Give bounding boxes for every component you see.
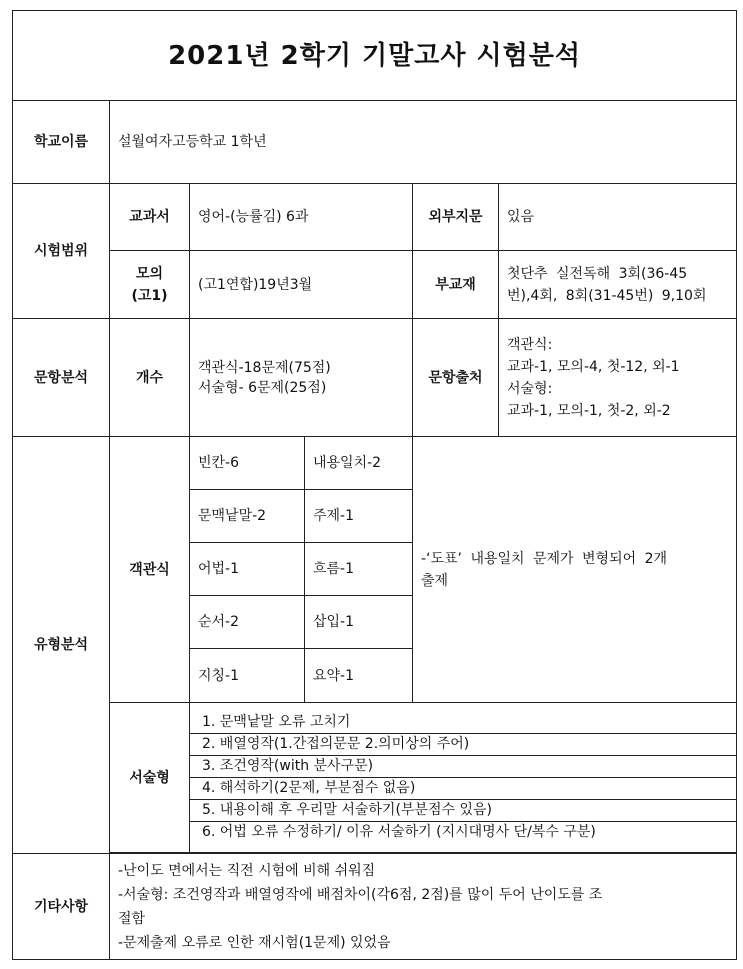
objective-label: 객관식: [110, 437, 190, 703]
count-value: [190, 319, 413, 437]
source-line-3: 서술형:: [507, 380, 553, 397]
count-line-2: 서술형- 6문제(25점): [198, 379, 327, 396]
page-title: 2021년 2학기 기말고사 시험분석: [13, 11, 737, 101]
aux-label: 부교재: [413, 251, 499, 319]
count-label: 개수: [110, 319, 190, 437]
mock-label: [110, 251, 190, 319]
mock-label-line-2: (고1): [131, 287, 168, 304]
type-cell: 어법-1: [190, 543, 305, 596]
type-cell: 흐름-1: [305, 543, 413, 596]
objective-note-line-1: -‘도표’ 내용일치 문제가 변형되어 2개: [421, 550, 667, 567]
list-item: 6. 어법 오류 수정하기/ 이유 서술하기 (지시대명사 단/복수 구분): [202, 824, 596, 840]
count-line-1: 객관식-18문제(75점): [198, 359, 331, 376]
etc-line-4: -문제출제 오류로 인한 재시험(1문제) 있었음: [118, 934, 391, 951]
type-cell: 삽입-1: [305, 596, 413, 649]
etc-line-2: -서술형: 조건영작과 배열영작에 배점차이(각6점, 2점)를 많이 두어 난이도를 조: [118, 886, 603, 903]
scope-label: 시험범위: [13, 184, 110, 319]
list-item: 2. 배열영작(1.간접의문문 2.의미상의 주어): [190, 734, 736, 756]
exam-analysis-table: [12, 10, 737, 960]
type-cell: 문맥낱말-2: [190, 490, 305, 543]
mock-label-line-1: 모의: [135, 265, 164, 282]
source-line-2: 교과-1, 모의-4, 첫-12, 외-1: [507, 358, 680, 375]
type-cell: 주제-1: [305, 490, 413, 543]
aux-value-line-1: 첫단추 실전독해 3회(36-45: [507, 265, 688, 282]
aux-value-line-2: 번),4회, 8회(31-45번) 9,10회: [507, 287, 707, 304]
list-item: 3. 조건영작(with 분사구문): [190, 756, 736, 778]
school-label: 학교이름: [13, 101, 110, 184]
analysis-label: 문항분석: [13, 319, 110, 437]
etc-line-3: 절함: [118, 910, 146, 927]
exam-analysis-sheet: [12, 10, 736, 960]
textbook-label: 교과서: [110, 184, 190, 251]
type-cell: 순서-2: [190, 596, 305, 649]
objective-note: [413, 437, 737, 703]
source-label: 문항출처: [413, 319, 499, 437]
type-cell: 지칭-1: [190, 649, 305, 703]
source-value: [499, 319, 737, 437]
aux-value: [499, 251, 737, 319]
mock-value: (고1연합)19년3월: [190, 251, 413, 319]
list-item: 1. 문맥낱말 오류 고치기: [190, 712, 736, 734]
subjective-label: 서술형: [110, 703, 190, 853]
source-line-1: 객관식:: [507, 336, 553, 353]
type-cell: 빈칸-6: [190, 437, 305, 490]
textbook-value: 영어-(능률김) 6과: [190, 184, 413, 251]
type-cell: 내용일치-2: [305, 437, 413, 490]
list-item: 5. 내용이해 후 우리말 서술하기(부분점수 있음): [190, 800, 736, 822]
external-label: 외부지문: [413, 184, 499, 251]
objective-note-line-2: 출제: [421, 572, 449, 589]
school-value: 설월여자고등학교 1학년: [110, 101, 737, 184]
external-value: 있음: [499, 184, 737, 251]
source-line-4: 교과-1, 모의-1, 첫-2, 외-2: [507, 402, 671, 419]
etc-value: [110, 854, 737, 960]
types-label: 유형분석: [13, 437, 110, 854]
list-item: 4. 해석하기(2문제, 부분점수 없음): [190, 778, 736, 800]
etc-label: 기타사항: [13, 854, 110, 960]
type-cell: 요약-1: [305, 649, 413, 703]
etc-line-1: -난이도 면에서는 직전 시험에 비해 쉬워짐: [118, 862, 376, 879]
subjective-list: [190, 703, 737, 853]
